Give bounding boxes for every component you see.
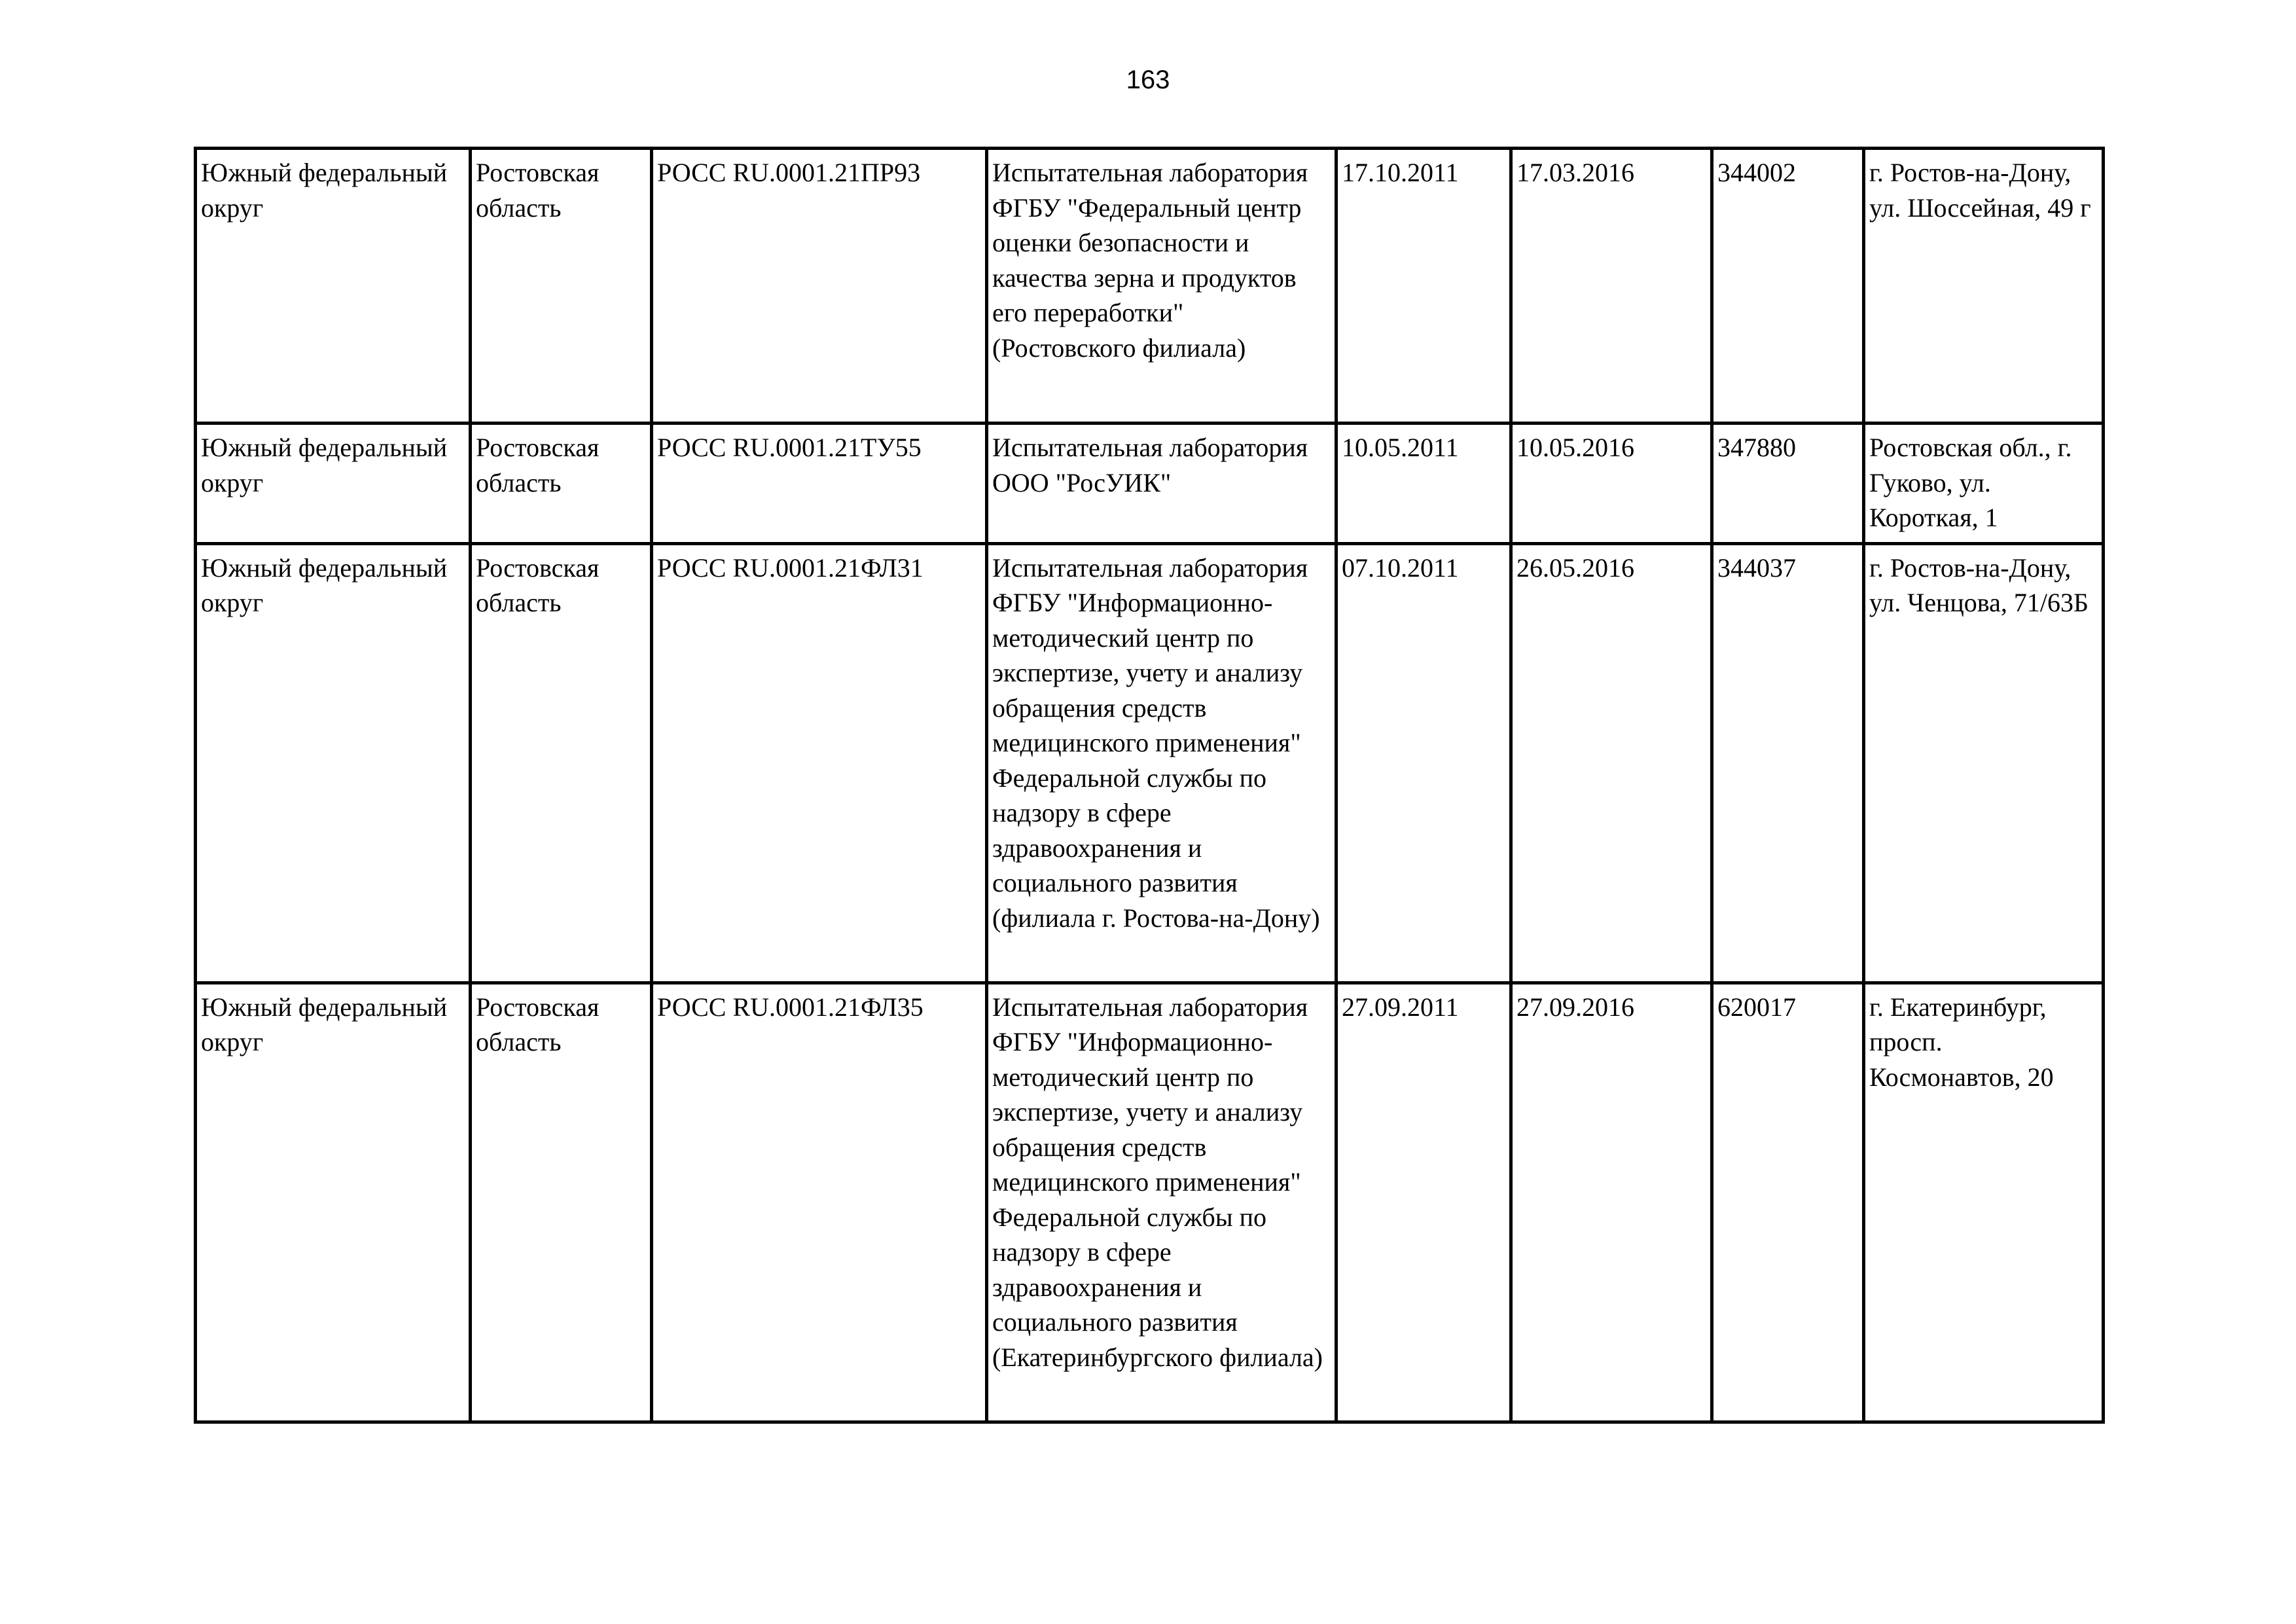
region-cell: Ростовская область (471, 149, 652, 424)
date-to-cell: 17.03.2016 (1511, 149, 1712, 424)
date-from-cell: 17.10.2011 (1336, 149, 1511, 424)
lab-name-cell: Испытательная лаборатория ФГБУ "Информационно-методический центр по экспертизе, учету и анализу обращения средств медицинского применения" Федеральной службы по надзору в сфере здравоохранения и социального развития (Екатеринбургского филиала) (987, 983, 1336, 1422)
date-to-cell: 10.05.2016 (1511, 424, 1712, 544)
date-to-cell: 26.05.2016 (1511, 543, 1712, 983)
date-from-cell: 10.05.2011 (1336, 424, 1511, 544)
address-cell: г. Ростов-на-Дону, ул. Шоссейная, 49 г (1864, 149, 2104, 424)
reg-number-cell: РОСС RU.0001.21ФЛ35 (652, 983, 987, 1422)
region-cell: Ростовская область (471, 983, 652, 1422)
reg-number-cell: РОСС RU.0001.21ФЛ31 (652, 543, 987, 983)
address-cell: г. Екатеринбург, просп. Космонавтов, 20 (1864, 983, 2104, 1422)
district-cell: Южный федеральный округ (196, 983, 471, 1422)
table-row (196, 149, 2104, 424)
district-cell: Южный федеральный округ (196, 424, 471, 544)
postcode-cell: 620017 (1712, 983, 1864, 1422)
district-cell: Южный федеральный округ (196, 543, 471, 983)
address-cell: г. Ростов-на-Дону, ул. Ченцова, 71/63Б (1864, 543, 2104, 983)
page-number: 163 (1126, 65, 1170, 94)
region-cell: Ростовская область (471, 543, 652, 983)
date-from-cell: 07.10.2011 (1336, 543, 1511, 983)
table-row (196, 983, 2104, 1422)
table-row (196, 543, 2104, 983)
address-cell: Ростовская обл., г. Гуково, ул. Короткая, 1 (1864, 424, 2104, 544)
date-to-cell: 27.09.2016 (1511, 983, 1712, 1422)
lab-name-cell: Испытательная лаборатория ФГБУ "Федеральный центр оценки безопасности и качества зерна и продуктов его переработки" (Ростовского филиала) (987, 149, 1336, 424)
reg-number-cell: РОСС RU.0001.21ТУ55 (652, 424, 987, 544)
lab-name-cell: Испытательная лаборатория ФГБУ "Информационно-методический центр по экспертизе, учету и анализу обращения средств медицинского применения" Федеральной службы по надзору в сфере здравоохранения и социального развития (филиала г. Ростова-на-Дону) (987, 543, 1336, 983)
table-row (196, 424, 2104, 544)
lab-name-cell: Испытательная лаборатория ООО "РосУИК" (987, 424, 1336, 544)
registry-table (194, 147, 2105, 1424)
district-cell: Южный федеральный округ (196, 149, 471, 424)
region-cell: Ростовская область (471, 424, 652, 544)
postcode-cell: 347880 (1712, 424, 1864, 544)
reg-number-cell: РОСС RU.0001.21ПР93 (652, 149, 987, 424)
postcode-cell: 344037 (1712, 543, 1864, 983)
postcode-cell: 344002 (1712, 149, 1864, 424)
date-from-cell: 27.09.2011 (1336, 983, 1511, 1422)
